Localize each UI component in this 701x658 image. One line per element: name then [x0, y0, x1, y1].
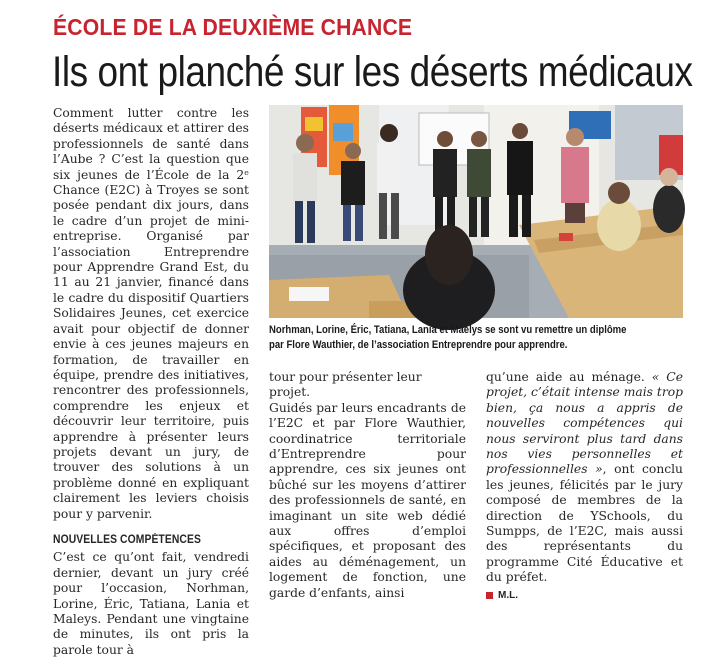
quote-text: « Ce projet, c’était intense mais trop bien, ça nous a appris de nouvelles compétences qui nous serviront plus tard dans nos vies personnelles et professionnelles » [486, 370, 683, 477]
body-paragraph: Comment lutter contre les déserts médicaux et attirer des professionnels de santé dans l’Aube ? C’est la question que six jeunes de l’École de la 2ᵉ Chance (E2C) à Troyes se sont posée pendant dix jours, dans le cadre d’un projet de mini-entreprise. Organisé par l’association Entreprendre pour Apprendre Grand Est, du 11 au 21 janvier, financé dans le cadre du dispositif Quartiers Solidaires Jeunes, cet exercice avait pour objectif de donner envie à ces jeunes majeurs en formation, de travailler en équipe, prendre des initiatives, rencontrer des professionnels, comprendre les enjeux et découvrir leur territoire, puis apprendre à présenter leurs projets devant un jury, de trouver des solutions à un problème donné en expliquant clairement les leviers choisis pour y parvenir. [53, 106, 249, 521]
body-text: , ont conclu les jeunes, félicités par le jury composé de membres de la direction de YSchools, du Sumpps, de l’E2C, mais aussi des représentants du programme Cité Éducative et du préfet. [486, 462, 683, 585]
photo-illustration [269, 105, 683, 318]
caption-line: par Flore Wauthier, de l’association Entreprendre pour apprendre. [269, 339, 568, 351]
article-photo [269, 105, 683, 318]
author-signature [486, 588, 683, 603]
body-paragraph [486, 370, 683, 586]
section-subhead: NOUVELLES COMPÉTENCES [53, 533, 201, 546]
article-column-3 [486, 370, 683, 603]
photo-caption [269, 323, 683, 353]
body-paragraph: Guidés par leurs encadrants de l’E2C et par Flore Wauthier, coordinatrice territoriale d’Entreprendre pour apprendre, ces six jeunes ont bûché sur les moyens d’attirer des professionnels de santé, en imaginant un site web dédié aux offres d’emploi spécifiques, et proposant des aides au déménagement, un logement de fonction, une garde d’enfants, ainsi [269, 400, 466, 600]
article-kicker: ÉCOLE DE LA DEUXIÈME CHANCE [53, 14, 413, 40]
signature-initials: M.L. [498, 589, 518, 601]
caption-line: Norhman, Lorine, Éric, Tatiana, Lania et Maelys se sont vu remettre un diplôme [269, 324, 627, 336]
body-text: qu’une aide au ménage. [486, 370, 652, 384]
body-paragraph: tour pour présenter leur projet. [269, 370, 422, 400]
signature-square-icon [486, 592, 493, 599]
body-paragraph: C’est ce qu’ont fait, vendredi dernier, devant un jury créé pour l’occasion, Norhman, Lorine, Éric, Tatiana, Lania et Maleys. Pendant une vingtaine de minutes, ils ont pris la parole tour à [53, 550, 249, 657]
article-column-1 [53, 106, 249, 658]
article-headline: Ils ont planché sur les déserts médicaux [52, 48, 693, 96]
article-column-2 [269, 370, 466, 601]
